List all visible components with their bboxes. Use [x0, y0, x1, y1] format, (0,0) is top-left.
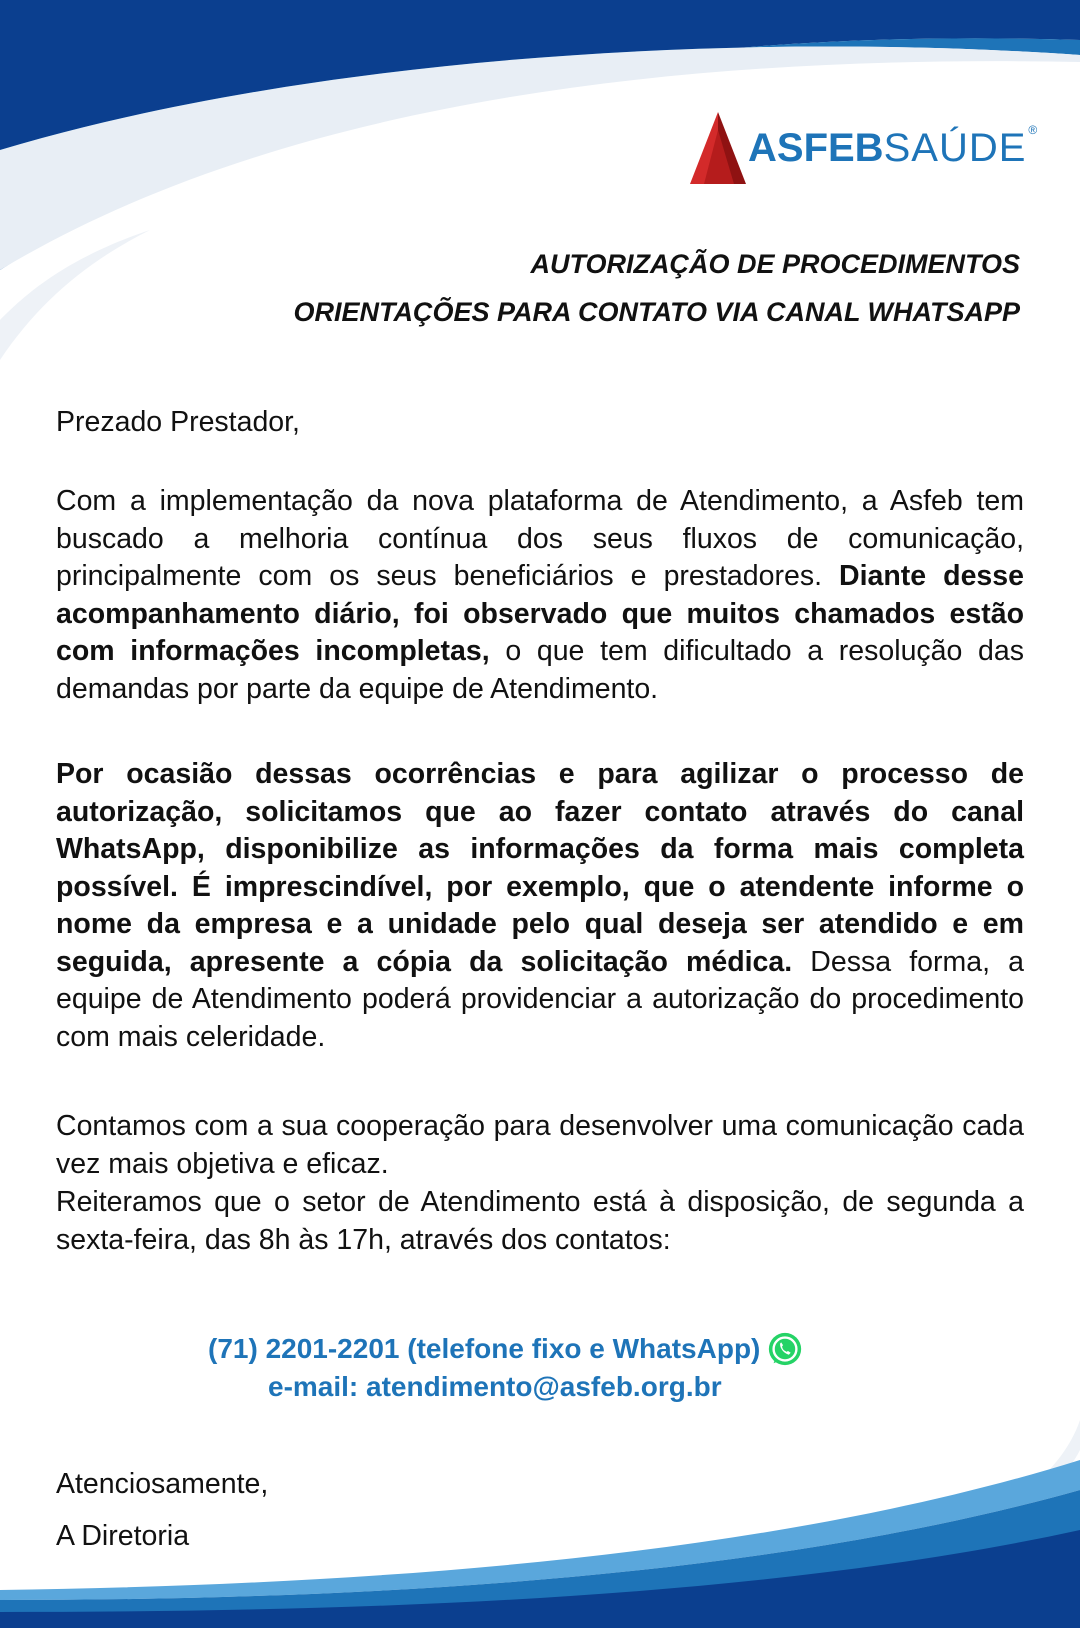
closing-signature: A Diretoria — [56, 1520, 190, 1552]
phone-text[interactable]: (71) 2201-2201 (telefone fixo e WhatsApp) — [208, 1333, 761, 1364]
paragraph-3: Contamos com a sua cooperação para desenvolver uma comunicação cada vez mais objetiva e eficaz. — [56, 1110, 1024, 1180]
logo-wordmark-saude: SAÚDE — [883, 126, 1027, 170]
paragraph-2-end: Dessa forma, a equipe de Atendimento poderá providenciar a autorização do procedimento com mais celeridade. — [56, 945, 1024, 1053]
paragraph-1-highlight: Diante desse acompanhamento diário, foi observado que muitos chamados estão com informações incompletas, — [56, 560, 1024, 667]
logo-wordmark-asfeb: ASFEB — [748, 126, 884, 170]
paragraph-1-end: o que tem dificultado a resolução das demandas por parte da equipe de Atendimento. — [56, 635, 1024, 705]
asfeb-saude-logo — [690, 112, 1037, 184]
whatsapp-icon — [766, 1330, 804, 1368]
paragraph-1 — [56, 483, 1024, 708]
logo-wordmark — [748, 123, 1038, 170]
closing — [56, 1464, 1024, 1568]
greeting: Prezado Prestador, — [56, 406, 300, 438]
asfeb-logo-mark-icon — [690, 112, 746, 184]
email-contact[interactable]: e-mail: atendimento@asfeb.org.br — [268, 1371, 722, 1402]
heading-line-1: AUTORIZAÇÃO DE PROCEDIMENTOS — [530, 249, 1020, 279]
paragraph-1-intro: Com a implementação da nova plataforma de Atendimento, a Asfeb tem buscado a melhoria contínua dos seus fluxos de comunicação, principalmente com os seus beneficiários e prestadores. — [56, 485, 1024, 592]
document-heading — [220, 240, 1020, 336]
phone-contact — [208, 1330, 804, 1368]
paragraph-4: Reiteramos que o setor de Atendimento está à disposição, de segunda a sexta-feira, das 8h às 17h, através dos contatos: — [56, 1186, 1024, 1256]
paragraph-2 — [56, 756, 1024, 1056]
paragraph-2-highlight: Por ocasião dessas ocorrências e para agilizar o processo de autorização, solicitamos que ao fazer contato através do canal WhatsApp, disponibilize as informações da forma mais completa possível. É imprescindível, por exemplo, que o atendente informe o nome da empresa e a unidade pelo qual deseja ser atendido e em seguida, apresente a cópia da solicitação médica. — [56, 758, 1024, 978]
closing-regards: Atenciosamente, — [56, 1468, 269, 1500]
heading-line-2: ORIENTAÇÕES PARA CONTATO VIA CANAL WHATSAPP — [293, 297, 1020, 327]
registered-mark: ® — [1028, 123, 1038, 137]
